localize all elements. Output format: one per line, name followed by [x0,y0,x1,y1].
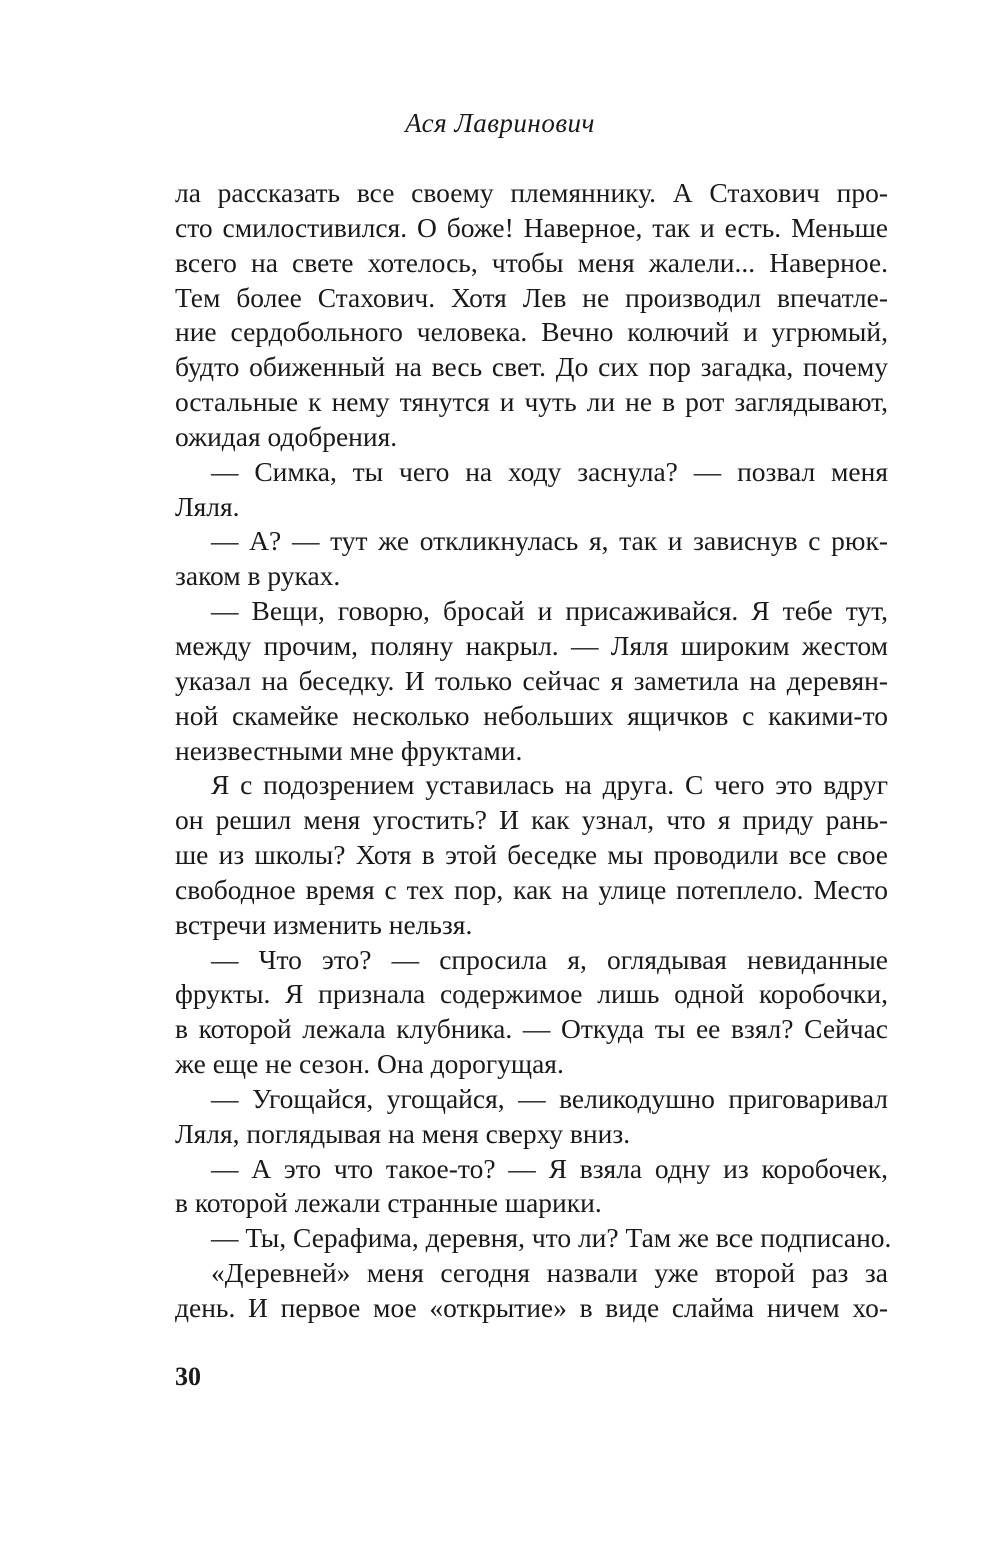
text-line: ожидая одобрения. [175,420,398,452]
paragraph [175,768,888,942]
paragraph [175,176,888,455]
paragraph [175,943,888,1082]
text-line: Ляля. [175,490,240,522]
text-line: «Деревней» меня сегодня назвали уже второй раз за [211,1257,888,1289]
text-line: ла рассказать все своему племяннику. А Стахович про- [175,177,888,208]
text-line: Ляля, поглядывая на меня сверху вниз. [175,1117,631,1149]
text-line: ние сердобольного человека. Вечно колючий и угрюмый, [175,316,888,348]
text-line: — Угощайся, угощайся, — великодушно приговаривал [211,1082,888,1114]
text-line: встречи изменить нельзя. [175,908,473,940]
text-line: день. И первое мое «открытие» в виде слайма ничем хо- [175,1292,888,1323]
text-line: ше из школы? Хотя в этой беседке мы проводили все свое [175,839,888,871]
text-line: свободное время с тех пор, как на улице потеплело. Место [175,873,888,905]
text-line: в которой лежали странные шарики. [175,1187,602,1219]
paragraph [175,524,888,594]
text-line: между прочим, поляну накрыл. — Ляля широким жестом [175,629,888,661]
text-line: Я с подозрением уставилась на друга. С чего это вдруг [211,769,888,801]
text-line: — Вещи, говорю, бросай и присаживайся. Я тебе тут, [211,595,888,627]
paragraph [175,1221,892,1256]
text-line: в которой лежала клубника. — Откуда ты ее взял? Сейчас [175,1013,888,1045]
text-line: — Что это? — спросила я, оглядывая невиданные [211,943,888,975]
body-text [175,176,892,1326]
text-line: будто обиженный на весь свет. До сих пор загадка, почему [175,351,888,383]
text-line: сто смилостивился. О боже! Наверное, так и есть. Меньше [175,211,888,243]
text-line: же еще не сезон. Она дорогущая. [175,1048,564,1080]
text-line: — А это что такое-то? — Я взяла одну из коробочек, [211,1152,888,1184]
running-head-author: Ася Лавринович [405,108,595,138]
page-number: 30 [175,1362,201,1391]
paragraph [175,1152,888,1222]
text-line: остальные к нему тянутся и чуть ли не в рот заглядывают, [175,386,888,418]
paragraph [175,594,888,768]
text-line: указал на беседку. И только сейчас я заметила на деревян- [175,664,888,696]
text-line: ной скамейке несколько небольших ящичков с какими-то [175,699,888,731]
text-line: Тем более Стахович. Хотя Лев не производил впечатле- [175,281,888,313]
paragraph [175,1082,888,1152]
text-line: — А? — тут же откликнулась я, так и зависнув с рюк- [211,525,888,557]
text-line: заком в руках. [175,560,341,592]
text-line: — Ты, Серафима, деревня, что ли? Там же все подписано. [211,1222,892,1254]
text-line: фрукты. Я признала содержимое лишь одной коробочки, [175,978,888,1010]
text-line: всего на свете хотелось, чтобы меня жалели... Наверное. [175,246,888,278]
text-line: неизвестными мне фруктами. [175,734,523,766]
text-line: он решил меня угостить? И как узнал, что я приду рань- [175,804,888,836]
paragraph [175,455,888,525]
paragraph [175,1256,888,1326]
text-line: — Симка, ты чего на ходу заснула? — позвал меня [211,455,888,487]
